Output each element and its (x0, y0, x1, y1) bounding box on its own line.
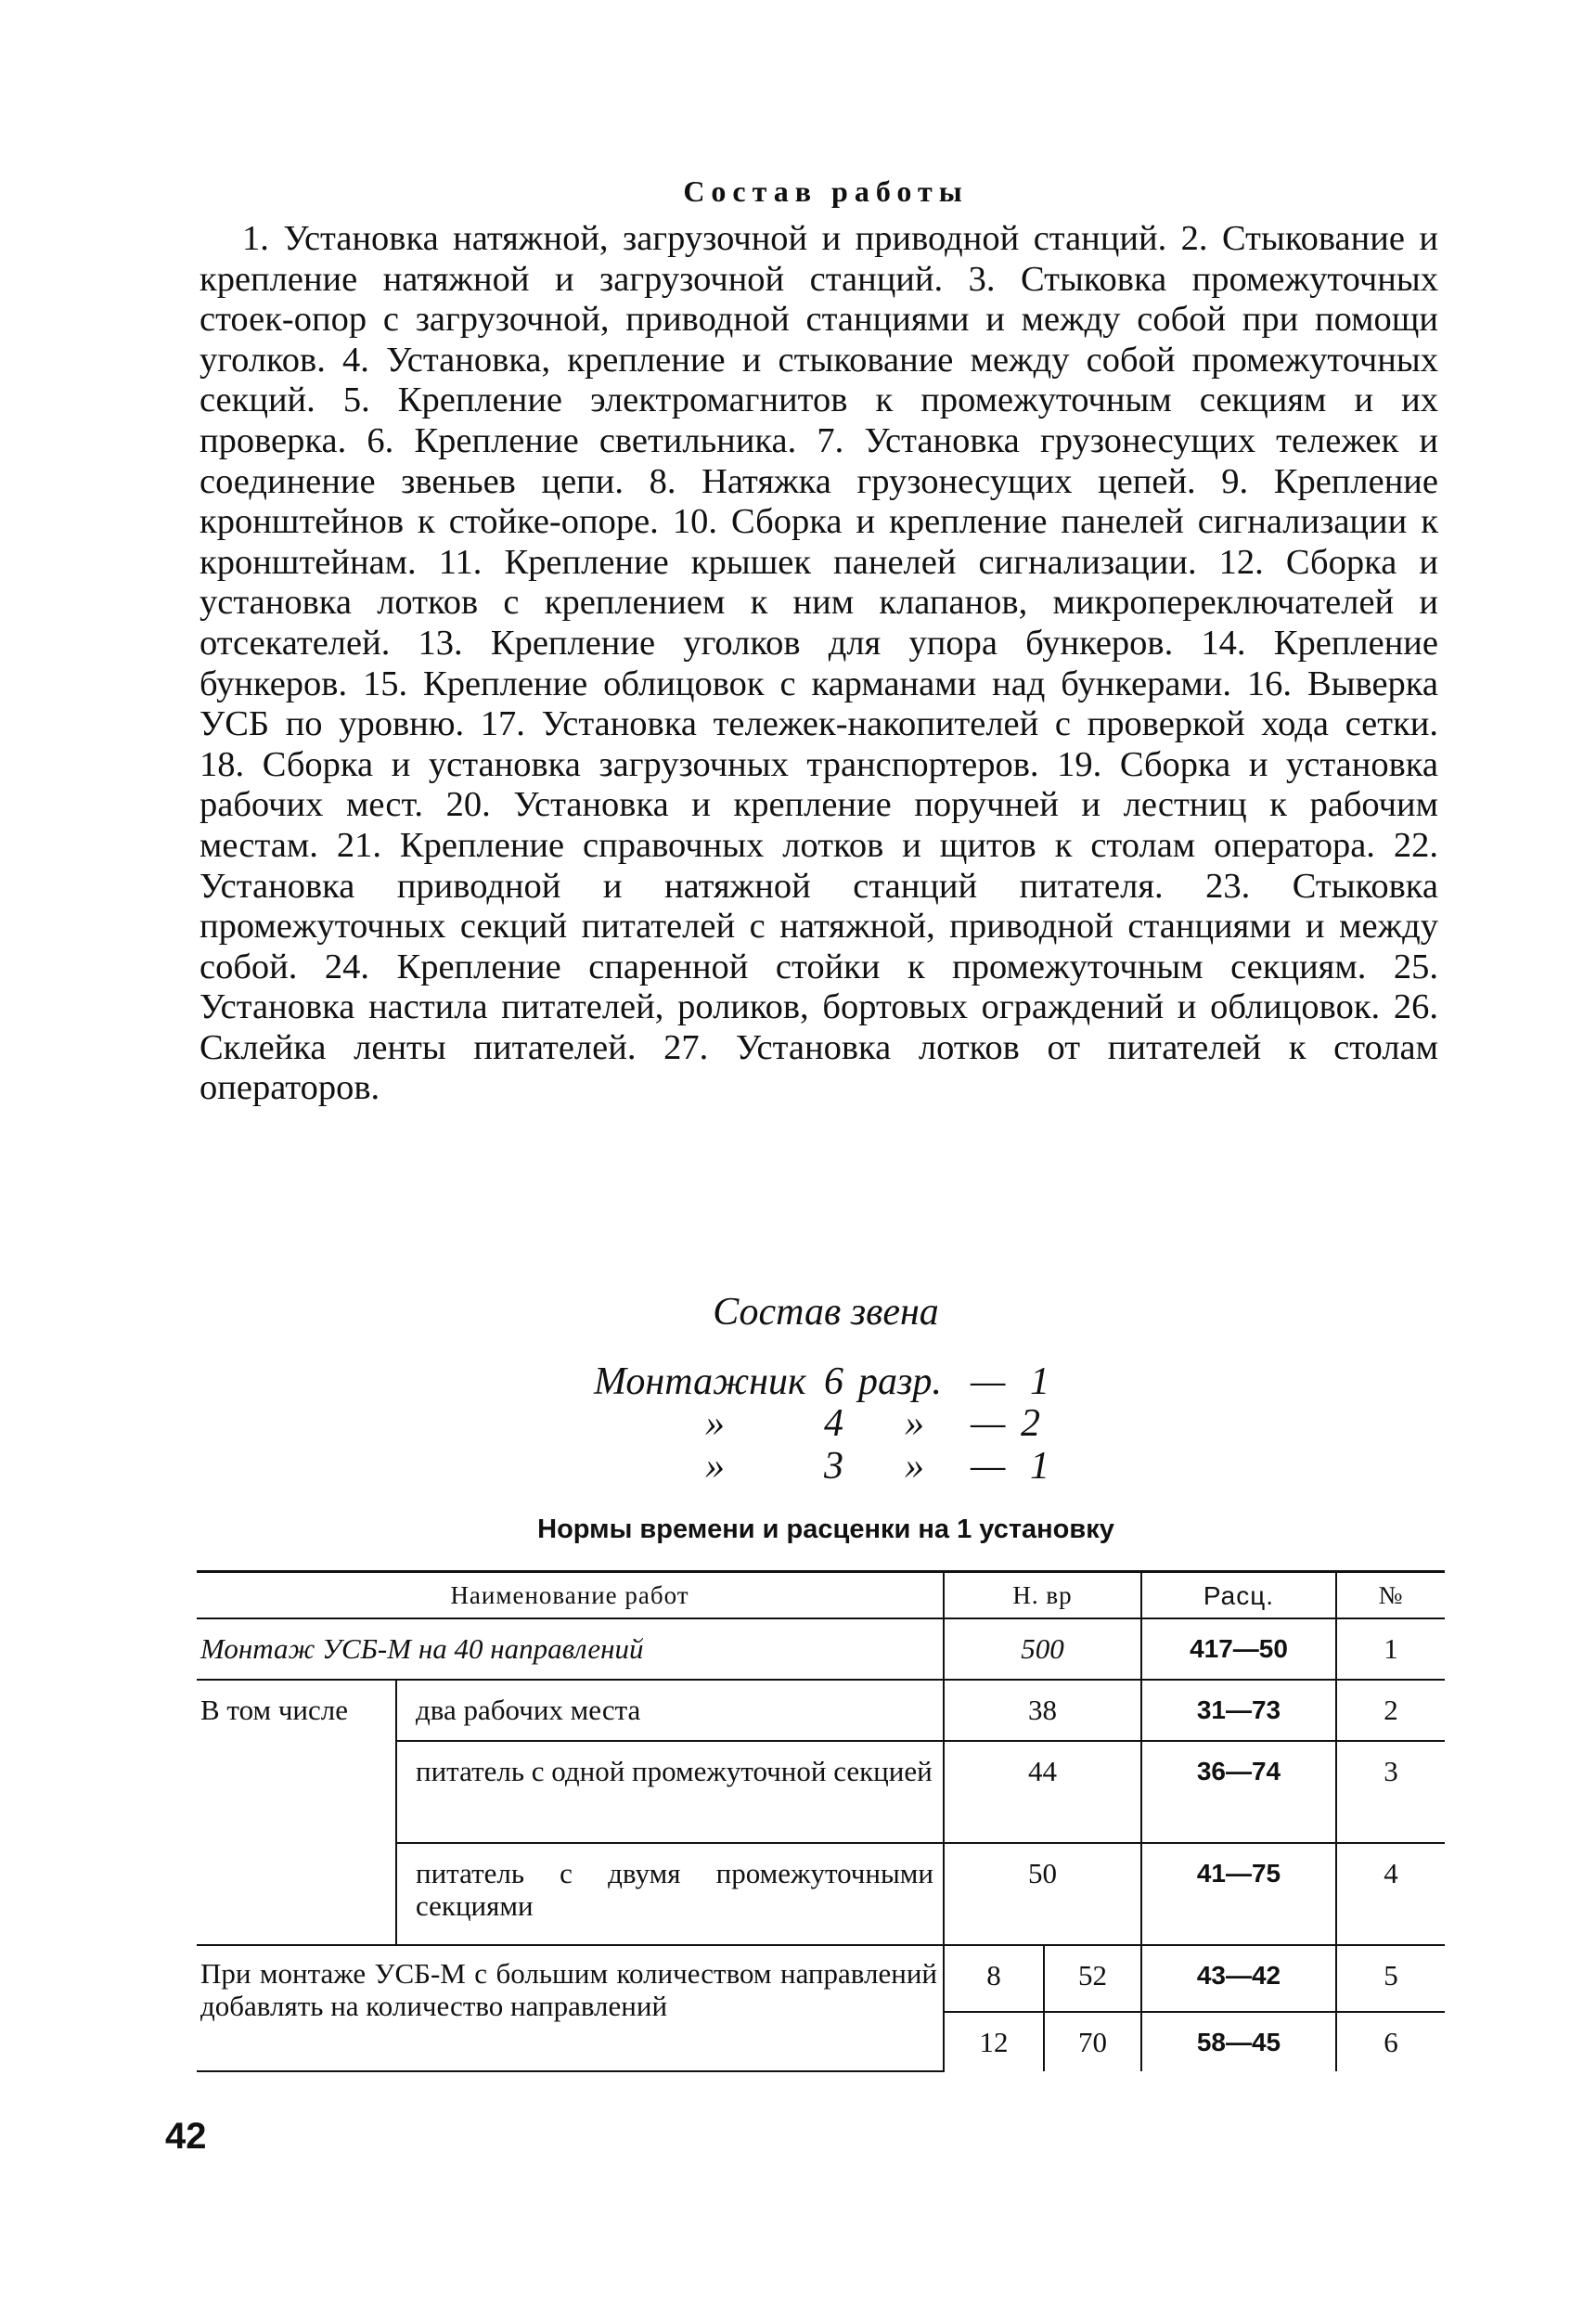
crew-grade-3: 3 (824, 1445, 843, 1488)
header-name: Наименование работ (197, 1572, 944, 1619)
crew-dash-2: — (971, 1402, 1006, 1445)
row-2-num: 2 (1336, 1680, 1445, 1741)
row-1-num: 1 (1336, 1618, 1445, 1680)
row-1-norm: 500 (944, 1618, 1141, 1680)
row-5-name: При монтаже УСБ-М с большим количеством направлений добавлять на количество направлений (197, 1945, 944, 2071)
row-1-rate: 417—50 (1141, 1618, 1336, 1680)
norms-table (197, 1570, 1445, 2072)
row-1-name: Монтаж УСБ-М на 40 направлений (197, 1618, 944, 1680)
header-rate: Расц. (1141, 1572, 1336, 1619)
norms-table-title: Нормы времени и расценки на 1 установку (537, 1514, 1114, 1544)
work-composition-heading: Состав работы (683, 174, 969, 208)
work-composition-text: 1. Установка натяжной, загрузочной и приводной станций. 2. Стыкование и крепление натяжной и загрузочной станций. 3. Стыковка промежуточных стоек-опор с загрузочной, приводной станциями и между собой при помощи уголков. 4. Установка, крепление и стыкование между собой промежуточных секций. 5. Крепление электромагнитов к промежуточным секциям и их проверка. 6. Крепление светильника. 7. Установка грузонесущих тележек и соединение звеньев цепи. 8. Натяжка грузонесущих цепей. 9. Крепление кронштейнов к стойке-опоре. 10. Сборка и крепление панелей сигнализации к кронштейнам. 11. Крепление крышек панелей сигнализации. 12. Сборка и установка лотков с креплением к ним клапанов, микропереключателей и отсекателей. 13. Крепление уголков для упора бункеров. 14. Крепление бункеров. 15. Крепление облицовок с карманами над бункерами. 16. Выверка УСБ по уровню. 17. Установка тележек-накопителей с проверкой хода сетки. 18. Сборка и установка загрузочных транспортеров. 19. Сборка и установка рабочих мест. 20. Установка и крепление поручней и лестниц к рабочим местам. 21. Крепление справочных лотков и щитов к столам оператора. 22. Установка приводной и натяжной станций питателя. 23. Стыковка промежуточных секций питателей с натяжной, приводной станциями и между собой. 24. Крепление спаренной стойки к промежуточным секциям. 25. Установка настила питателей, роликов, бортовых ограждений и облицовок. 26. Склейка ленты питателей. 27. Установка лотков от питателей к столам операторов. (200, 219, 1438, 1108)
table-row (197, 1618, 1445, 1680)
row-5-rate: 43—42 (1141, 1945, 1336, 2012)
table-row (197, 1680, 1445, 1741)
crew-dash-3: — (971, 1445, 1006, 1488)
crew-composition-title: Состав звена (713, 1291, 939, 1334)
row-4-num: 4 (1336, 1843, 1445, 1945)
row-5-num: 5 (1336, 1945, 1445, 2012)
crew-grade-word: разр. (858, 1360, 942, 1403)
row-6-norm: 70 (1044, 2012, 1141, 2071)
crew-ditto-1a: » (705, 1402, 725, 1445)
page-number: 42 (165, 2116, 207, 2157)
row-6-rate: 58—45 (1141, 2012, 1336, 2071)
crew-ditto-2b: » (905, 1445, 924, 1488)
crew-count-3: 1 (1030, 1445, 1049, 1488)
row-4-norm: 50 (944, 1843, 1141, 1945)
crew-profession: Монтажник (594, 1360, 806, 1403)
table-header-row (197, 1572, 1445, 1619)
crew-ditto-2a: » (705, 1445, 725, 1488)
header-norm: Н. вр (944, 1572, 1141, 1619)
crew-ditto-1b: » (905, 1402, 924, 1445)
crew-count-2: 2 (1021, 1402, 1040, 1445)
row-3-name: питатель с одной промежуточной секцией (396, 1741, 944, 1843)
crew-grade-1: 6 (824, 1360, 843, 1403)
crew-grade-2: 4 (824, 1402, 843, 1445)
table-row (197, 1945, 1445, 2012)
row-5-qty: 8 (944, 1945, 1044, 2012)
row-3-num: 3 (1336, 1741, 1445, 1843)
row-5-norm: 52 (1044, 1945, 1141, 2012)
header-num: № (1336, 1572, 1445, 1619)
row-3-norm: 44 (944, 1741, 1141, 1843)
crew-dash-1: — (971, 1360, 1006, 1403)
row-3-rate: 36—74 (1141, 1741, 1336, 1843)
group-label: В том числе (197, 1680, 396, 1945)
row-6-num: 6 (1336, 2012, 1445, 2071)
crew-count-1: 1 (1030, 1360, 1049, 1403)
row-2-norm: 38 (944, 1680, 1141, 1741)
row-2-rate: 31—73 (1141, 1680, 1336, 1741)
row-6-qty: 12 (944, 2012, 1044, 2071)
row-4-rate: 41—75 (1141, 1843, 1336, 1945)
row-4-name: питатель с двумя промежуточными секциями (396, 1843, 944, 1945)
row-2-name: два рабочих места (396, 1680, 944, 1741)
